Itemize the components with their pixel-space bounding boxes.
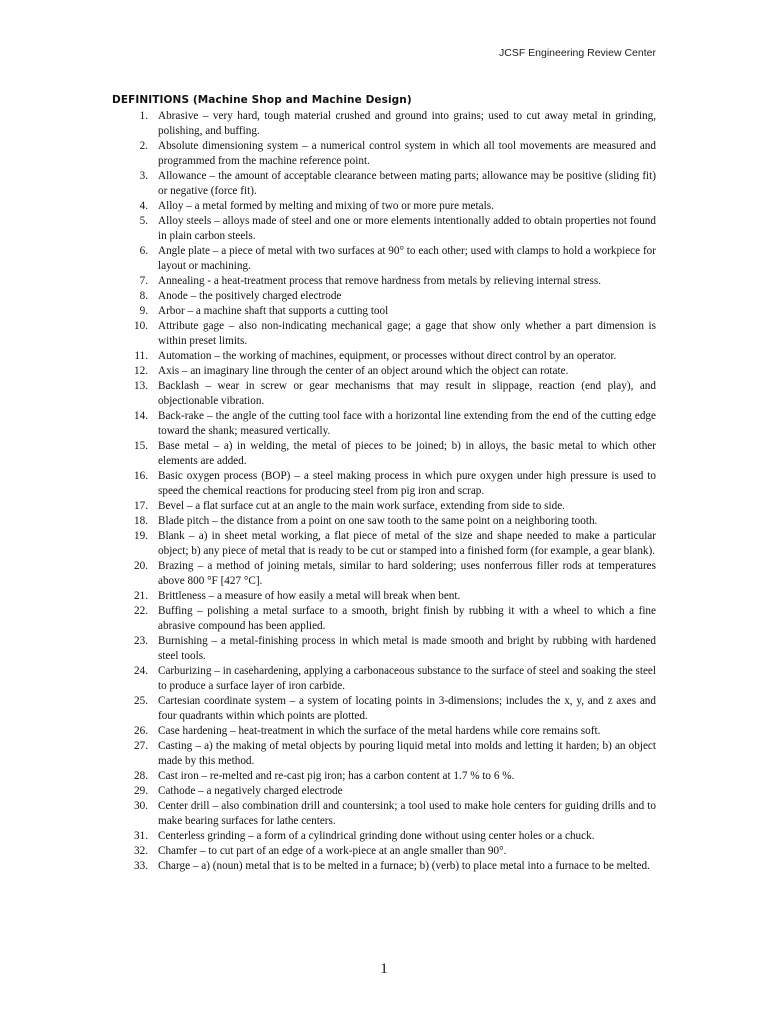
definition-number: 8. [139, 290, 148, 302]
definition-item [112, 364, 656, 379]
definition-text: Alloy steels – alloys made of steel and one or more elements intentionally added to obtain properties not found in plain carbon steels. [158, 215, 656, 242]
definition-item [112, 244, 656, 274]
definition-text: Brittleness – a measure of how easily a metal will break when bent. [158, 590, 461, 602]
definition-number: 25. [134, 695, 148, 707]
definition-number: 14. [134, 410, 148, 422]
definition-number: 20. [134, 560, 148, 572]
definition-number: 6. [139, 245, 148, 257]
definition-number: 13. [134, 380, 148, 392]
definition-text: Alloy – a metal formed by melting and mixing of two or more pure metals. [158, 200, 494, 212]
definition-text: Chamfer – to cut part of an edge of a work-piece at an angle smaller than 90°. [158, 845, 507, 857]
definition-text: Case hardening – heat-treatment in which the surface of the metal hardens while core remains soft. [158, 725, 601, 737]
definition-item [112, 109, 656, 139]
definition-item [112, 289, 656, 304]
definition-number: 9. [139, 305, 148, 317]
definition-text: Cathode – a negatively charged electrode [158, 785, 343, 797]
definition-text: Allowance – the amount of acceptable clearance between mating parts; allowance may be positive (sliding fit) or negative (force fit). [158, 170, 656, 197]
definition-item [112, 559, 656, 589]
definition-item [112, 634, 656, 664]
definition-number: 7. [139, 275, 148, 287]
definition-number: 27. [134, 740, 148, 752]
definition-number: 10. [134, 320, 148, 332]
definition-text: Center drill – also combination drill and countersink; a tool used to make hole centers for guiding drills and to make bearing surfaces for lathe centers. [158, 800, 656, 827]
definition-item [112, 379, 656, 409]
definition-item [112, 664, 656, 694]
definition-item [112, 769, 656, 784]
definition-item [112, 739, 656, 769]
page-header: JCSF Engineering Review Center [499, 47, 656, 59]
definition-text: Arbor – a machine shaft that supports a cutting tool [158, 305, 389, 317]
definition-item [112, 514, 656, 529]
definition-number: 22. [134, 605, 148, 617]
definition-item [112, 439, 656, 469]
definition-text: Annealing - a heat-treatment process that remove hardness from metals by relieving internal stress. [158, 275, 601, 287]
definition-number: 15. [134, 440, 148, 452]
definition-text: Carburizing – in casehardening, applying a carbonaceous substance to the surface of steel and soaking the steel to produce a surface layer of iron carbide. [158, 665, 656, 692]
definition-text: Burnishing – a metal-finishing process in which metal is made smooth and bright by rubbing with hardened steel tools. [158, 635, 656, 662]
definition-text: Abrasive – very hard, tough material crushed and ground into grains; used to cut away metal in grinding, polishing, and buffing. [158, 110, 656, 137]
definition-number: 28. [134, 770, 148, 782]
definition-text: Charge – a) (noun) metal that is to be melted in a furnace; b) (verb) to place metal into a furnace to be melted. [158, 860, 650, 872]
definition-text: Backlash – wear in screw or gear mechanisms that may result in slippage, reaction (end play), and objectionable vibration. [158, 380, 656, 407]
definition-text: Cast iron – re-melted and re-cast pig iron; has a carbon content at 1.7 % to 6 %. [158, 770, 515, 782]
definition-number: 17. [134, 500, 148, 512]
page-number: 1 [380, 961, 388, 977]
definition-item [112, 829, 656, 844]
definition-item [112, 319, 656, 349]
definition-number: 18. [134, 515, 148, 527]
definition-item [112, 199, 656, 214]
definition-number: 24. [134, 665, 148, 677]
definition-item [112, 274, 656, 289]
definition-number: 30. [134, 800, 148, 812]
definition-item [112, 139, 656, 169]
definition-number: 31. [134, 830, 148, 842]
definition-number: 21. [134, 590, 148, 602]
definition-number: 1. [139, 110, 148, 122]
definition-text: Absolute dimensioning system – a numerical control system in which all tool movements are measured and programmed from the machine reference point. [158, 140, 656, 167]
definitions-list [112, 109, 656, 874]
definition-text: Basic oxygen process (BOP) – a steel making process in which pure oxygen under high pressure is used to speed the chemical reactions for producing steel from pig iron and scrap. [158, 470, 656, 497]
definition-number: 33. [134, 860, 148, 872]
definition-number: 23. [134, 635, 148, 647]
definition-text: Attribute gage – also non-indicating mechanical gage; a gage that show only whether a part dimension is within preset limits. [158, 320, 656, 347]
definition-item [112, 589, 656, 604]
definition-number: 16. [134, 470, 148, 482]
definition-item [112, 784, 656, 799]
definition-item [112, 844, 656, 859]
definition-item [112, 724, 656, 739]
definition-item [112, 349, 656, 364]
definition-text: Blank – a) in sheet metal working, a flat piece of metal of the size and shape needed to make a particular object; b) any piece of metal that is ready to be cut or stamped into a finished form (for example, a gear blank). [158, 530, 656, 557]
definition-text: Casting – a) the making of metal objects by pouring liquid metal into molds and letting it harden; b) an object made by this method. [158, 740, 656, 767]
definition-text: Centerless grinding – a form of a cylindrical grinding done without using center holes or a chuck. [158, 830, 595, 842]
definition-number: 4. [139, 200, 148, 212]
definition-number: 11. [134, 350, 148, 362]
definition-number: 2. [139, 140, 148, 152]
definition-text: Brazing – a method of joining metals, similar to hard soldering; uses nonferrous filler rods at temperatures above 800 °F [427 °C]. [158, 560, 656, 587]
definition-text: Blade pitch – the distance from a point on one saw tooth to the same point on a neighboring tooth. [158, 515, 598, 527]
definition-text: Back-rake – the angle of the cutting tool face with a horizontal line extending from the end of the cutting edge toward the shank; measured vertically. [158, 410, 656, 437]
definition-number: 32. [134, 845, 148, 857]
definition-number: 29. [134, 785, 148, 797]
definition-text: Bevel – a flat surface cut at an angle to the main work surface, extending from side to side. [158, 500, 565, 512]
definition-number: 12. [134, 365, 148, 377]
definition-item [112, 859, 656, 874]
definition-text: Buffing – polishing a metal surface to a smooth, bright finish by rubbing it with a wheel to which a fine abrasive compound has been applied. [158, 605, 656, 632]
definition-item [112, 604, 656, 634]
definition-number: 5. [139, 215, 148, 227]
definition-item [112, 409, 656, 439]
definition-number: 26. [134, 725, 148, 737]
definition-text: Axis – an imaginary line through the center of an object around which the object can rotate. [158, 365, 569, 377]
definition-text: Cartesian coordinate system – a system of locating points in 3-dimensions; includes the x, y, and z axes and four quadrants within which points are plotted. [158, 695, 656, 722]
definition-item [112, 214, 656, 244]
definition-text: Anode – the positively charged electrode [158, 290, 342, 302]
definition-text: Angle plate – a piece of metal with two surfaces at 90° to each other; used with clamps to hold a workpiece for layout or machining. [158, 245, 656, 272]
definition-item [112, 469, 656, 499]
definition-item [112, 529, 656, 559]
definition-item [112, 169, 656, 199]
definition-number: 3. [139, 170, 148, 182]
section-title: DEFINITIONS (Machine Shop and Machine Design) [112, 94, 412, 106]
definition-item [112, 499, 656, 514]
definition-text: Base metal – a) in welding, the metal of pieces to be joined; b) in alloys, the basic metal to which other elements are added. [158, 440, 656, 467]
definition-item [112, 694, 656, 724]
definition-number: 19. [134, 530, 148, 542]
definition-text: Automation – the working of machines, equipment, or processes without direct control by an operator. [158, 350, 617, 362]
definition-item [112, 799, 656, 829]
definition-item [112, 304, 656, 319]
